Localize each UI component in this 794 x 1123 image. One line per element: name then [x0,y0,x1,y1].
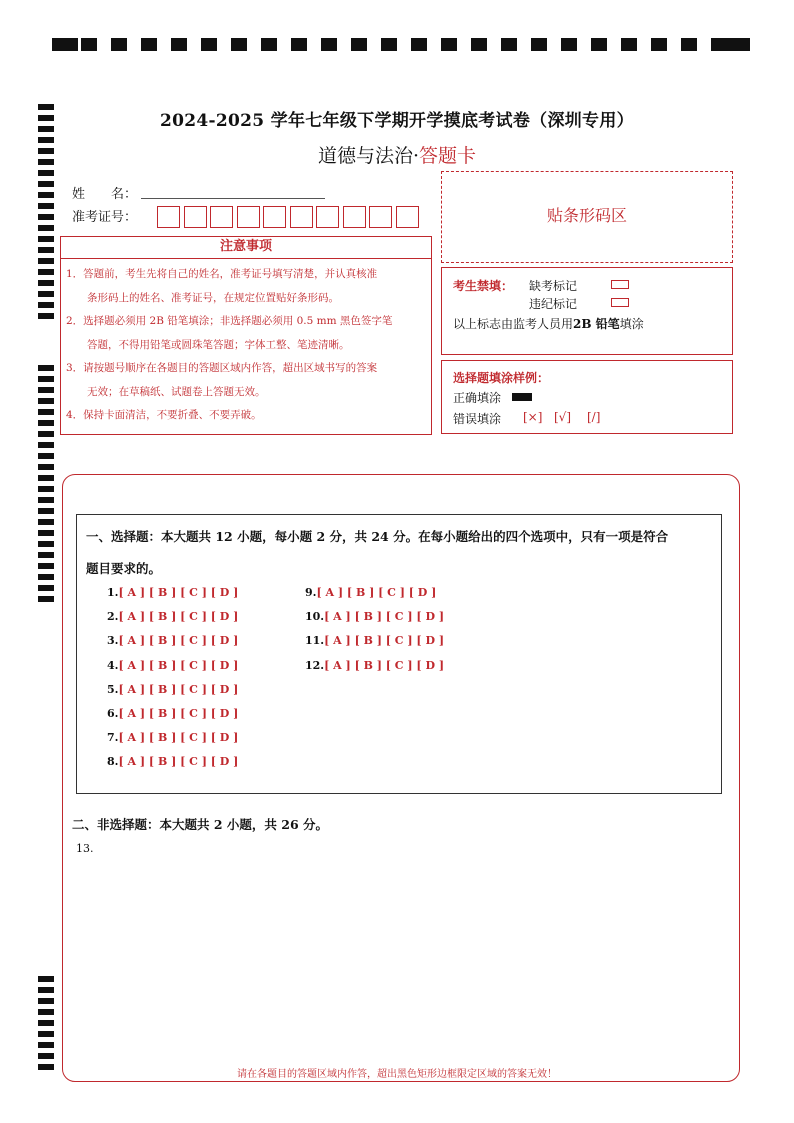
timing-mark [111,38,127,51]
timing-mark [38,1053,54,1059]
violation-checkbox[interactable] [611,298,629,307]
timing-mark [531,38,547,51]
exam-id-cell[interactable] [369,206,392,228]
timing-mark [441,38,457,51]
question-number: 5. [107,682,119,696]
exam-id-cell[interactable] [157,206,180,228]
fill-sample-label: 选择题填涂样例： [453,371,550,385]
section1-instructions-cont: 题目要求的。 [86,561,162,576]
timing-mark [38,574,54,580]
exam-id-cell[interactable] [184,206,207,228]
question-number: 7. [107,731,119,745]
section2-instructions: 二、非选择题：本大题共 2 小题，共 26 分。 [72,817,329,832]
barcode-area: 贴条形码区 [441,171,733,263]
timing-mark [724,38,750,51]
exam-id-cell[interactable] [263,206,286,228]
notice-line: 条形码上的姓名、准考证号，在规定位置贴好条形码。 [66,291,339,304]
timing-mark [38,214,54,220]
answer-options[interactable]: [ A ] [ B ] [ C ] [ D ] [324,658,445,672]
timing-mark [38,475,54,481]
wrong-mark-slash: [/] [587,410,601,424]
timing-mark [38,181,54,187]
timing-mark [38,302,54,308]
question-12[interactable] [305,659,444,672]
answer-options[interactable]: [ A ] [ B ] [ C ] [ D ] [324,610,445,624]
timing-mark [38,431,54,437]
timing-mark [38,976,54,982]
question-4[interactable] [107,659,238,672]
exam-id-cell[interactable] [316,206,339,228]
timing-mark [201,38,217,51]
answer-options[interactable]: [ A ] [ B ] [ C ] [ D ] [118,658,239,672]
timing-mark [38,247,54,253]
timing-mark [471,38,487,51]
timing-mark [38,453,54,459]
correct-fill-label: 正确填涂 [453,391,502,405]
timing-mark [38,464,54,470]
note-bold: 2B 铅笔 [573,317,620,331]
page-title: 2024-2025 学年七年级下学期开学摸底考试卷（深圳专用） [160,111,634,131]
timing-mark [38,376,54,382]
timing-mark [38,313,54,319]
exam-id-cell[interactable] [237,206,260,228]
footer-warning: 请在各题目的答题区域内作答，超出黑色矩形边框限定区域的答案无效！ [237,1069,557,1080]
timing-mark [38,409,54,415]
timing-mark [141,38,157,51]
timing-mark [38,291,54,297]
candidate-note [453,315,644,332]
timing-mark [38,398,54,404]
timing-mark [38,497,54,503]
correct-fill-mark [512,393,532,401]
timing-mark [38,530,54,536]
timing-mark [38,280,54,286]
fill-sample-box [441,360,733,434]
timing-mark [81,38,97,51]
timing-mark [681,38,697,51]
answer-options[interactable]: [ A ] [ B ] [ C ] [ D ] [316,586,437,599]
timing-mark [38,269,54,275]
page-subtitle [0,141,794,168]
question-11[interactable] [305,634,444,647]
timing-mark [38,563,54,569]
timing-mark [321,38,337,51]
section1-instructions: 一、选择题：本大题共 12 小题，每小题 2 分，共 24 分。在每小题给出的四个选项中，只有一项是符合 [86,529,669,544]
timing-mark [38,1031,54,1037]
timing-mark [38,541,54,547]
name-field[interactable] [141,198,325,199]
violation-label: 违纪标记 [529,297,578,311]
question-1[interactable] [107,586,238,599]
timing-mark [171,38,187,51]
answer-options[interactable]: [ A ] [ B ] [ C ] [ D ] [118,682,239,696]
wrong-mark-x: [×] [523,410,543,424]
timing-mark [38,1042,54,1048]
timing-mark [38,203,54,209]
question-number: 3. [107,634,119,648]
question-3[interactable] [107,634,238,647]
timing-mark [38,365,54,371]
question-number: 10. [305,610,325,624]
timing-mark [291,38,307,51]
top-timing-marks [52,38,750,51]
question-8[interactable] [107,755,238,768]
timing-mark [38,585,54,591]
exam-id-cell[interactable] [290,206,313,228]
exam-id-cell[interactable] [210,206,233,228]
timing-mark [38,1020,54,1026]
wrong-fill-label: 错误填涂 [453,412,502,426]
question-10[interactable] [305,610,444,623]
question-number: 2. [107,610,119,624]
answer-options[interactable]: [ A ] [ B ] [ C ] [ D ] [118,586,239,599]
timing-mark [231,38,247,51]
timing-mark [351,38,367,51]
timing-mark [38,987,54,993]
absent-checkbox[interactable] [611,280,629,289]
question-7[interactable] [107,731,238,744]
notice-line: 3．请按题号顺序在各题目的答题区域内作答，超出区域书写的答案 [66,362,378,374]
answer-card-label: 答题卡 [419,145,477,167]
notice-line: 无效；在草稿纸、试题卷上答题无效。 [66,385,266,398]
timing-mark [501,38,517,51]
name-label: 姓 名： [72,187,138,202]
answer-options[interactable]: [ A ] [ B ] [ C ] [ D ] [118,731,239,745]
question-number: 9. [305,586,317,599]
timing-mark [38,225,54,231]
notice-line: 1．答题前，考生先将自己的姓名，准考证号填写清楚，并认真核准 [66,268,378,280]
question-2[interactable] [107,610,238,623]
multiple-choice-box [76,514,722,794]
subject-name: 道德与法治· [317,145,420,167]
question-number: 12. [305,658,325,672]
answer-options[interactable]: [ A ] [ B ] [ C ] [ D ] [324,634,445,648]
question-number: 8. [107,755,119,769]
question-13-answer-area[interactable] [76,860,722,1055]
note-prefix: 以上标志由监考人员用 [453,317,574,331]
wrong-mark-check: [√] [554,410,572,424]
exam-id-cell[interactable] [343,206,366,228]
timing-mark [38,1009,54,1015]
exam-id-label: 准考证号： [72,210,138,225]
candidate-box [441,267,733,355]
timing-mark [38,998,54,1004]
timing-mark [38,192,54,198]
question-5[interactable] [107,683,238,696]
question-number: 6. [107,707,119,720]
timing-mark [621,38,637,51]
timing-mark [38,519,54,525]
timing-mark [38,442,54,448]
question-6[interactable] [107,707,238,720]
notice-line: 答题，不得用铅笔或圆珠笔答题；字体工整、笔迹清晰。 [66,338,350,351]
timing-mark [591,38,607,51]
candidate-label: 考生禁填： [453,279,514,293]
timing-mark [38,508,54,514]
timing-mark [38,258,54,264]
timing-mark [38,552,54,558]
notice-line: 4．保持卡面清洁，不要折叠、不要弄破。 [66,409,262,421]
timing-mark [38,170,54,176]
timing-mark [38,486,54,492]
question-number: 11. [305,634,325,648]
answer-options[interactable]: [ A ] [ B ] [ C ] [ D ] [118,610,239,624]
question-number: 1. [107,586,119,599]
answer-options[interactable]: [ A ] [ B ] [ C ] [ D ] [118,634,239,648]
timing-mark [411,38,427,51]
notice-title: 注意事项 [60,236,432,259]
timing-mark [52,38,78,51]
absent-label: 缺考标记 [529,279,578,293]
notice-line: 2．选择题必须用 2B 铅笔填涂；非选择题必须用 0.5 mm 黑色签字笔 [66,315,393,327]
timing-mark [38,596,54,602]
timing-mark [261,38,277,51]
exam-id-cell[interactable] [396,206,419,228]
timing-mark [651,38,667,51]
answer-options[interactable]: [ A ] [ B ] [ C ] [ D ] [118,707,239,720]
timing-mark [561,38,577,51]
timing-mark [381,38,397,51]
question-number: 4. [107,658,119,672]
question-9[interactable] [305,586,436,599]
answer-options[interactable]: [ A ] [ B ] [ C ] [ D ] [118,755,239,769]
timing-mark [38,387,54,393]
timing-mark [38,420,54,426]
timing-mark [38,236,54,242]
question-13-label: 13. [76,842,94,855]
note-suffix: 填涂 [619,317,644,331]
